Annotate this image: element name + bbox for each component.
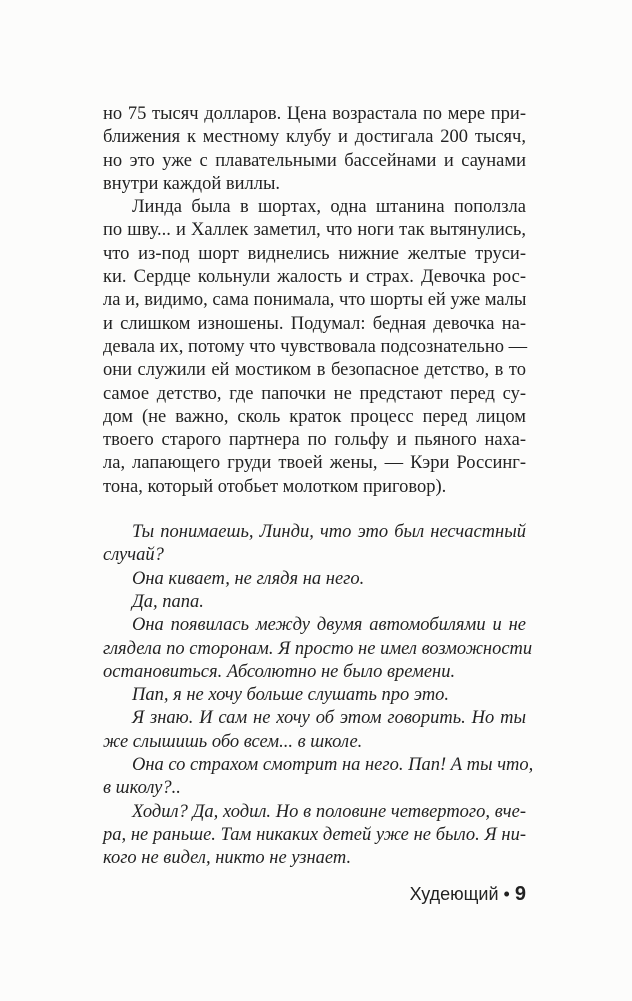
text-line: кого не видел, никто не узнает.	[103, 848, 352, 869]
text-line: они служили ей мостиком в безопасное детство, в то	[103, 360, 526, 381]
text-line: внутри каждой виллы.	[103, 173, 281, 194]
section-gap	[103, 499, 526, 521]
text-line: в школу?..	[103, 778, 181, 799]
text-line: Линда была в шортах, одна штанина поползла	[132, 197, 526, 218]
text-line: Она кивает, не глядя на него.	[132, 568, 365, 589]
text-line: ла и, видимо, сама понимала, что шорты ей уже малы	[103, 290, 527, 311]
text-line: ки. Сердце кольнули жалость и страх. Девочка рос-	[103, 267, 526, 288]
page-footer	[410, 882, 526, 906]
text-line: же слышишь обо всем... в школе.	[103, 731, 363, 752]
text-line: ра, не раньше. Там никаких детей уже не было. Я ни-	[103, 824, 526, 845]
italic-dialogue	[103, 521, 534, 870]
text-line: остановиться. Абсолютно не было времени.	[103, 661, 456, 682]
text-line: Она появилась между двумя автомобилями и не	[132, 615, 526, 636]
text-line: Я знаю. И сам не хочу об этом говорить. Но ты	[132, 708, 526, 729]
page-body	[103, 103, 534, 871]
text-line: случай?	[103, 545, 164, 566]
text-line: но 75 тысяч долларов. Цена возрастала по мере при-	[103, 104, 526, 124]
paragraph	[103, 103, 526, 196]
text-line: тона, который отобьет молотком приговор).	[103, 476, 447, 497]
text-line: по шву... и Халлек заметил, что ноги так вытянулись,	[103, 220, 526, 241]
text-line: но это уже с плавательными бассейнами и саунами	[103, 150, 526, 171]
paragraph	[103, 196, 526, 499]
text-line: глядела по сторонам. Я просто не имел возможности	[103, 638, 533, 659]
text-line: дом (не важно, сколь краток процесс перед лицом	[103, 406, 526, 427]
text-line: самое детство, где папочки не предстают перед су-	[103, 383, 526, 404]
text-line: ла, лапающего груди твоей жены, — Кэри Россинг-	[103, 453, 526, 474]
text-line: Ты понимаешь, Линди, что это был несчастный	[132, 522, 526, 543]
text-line: ближения к местному клубу и достигала 200 тысяч,	[103, 127, 526, 148]
page-number: 9	[514, 883, 526, 905]
bullet-separator: •	[503, 884, 510, 904]
text-line: Пап, я не хочу больше слушать про это.	[132, 685, 450, 706]
text-line: твоего старого партнера по гольфу и пьяного наха-	[103, 430, 526, 451]
text-line: и слишком изношены. Подумал: бедная девочка на-	[103, 313, 526, 334]
text-line: что из-под шорт виднелись нижние желтые труси-	[103, 243, 526, 264]
text-line: Она со страхом смотрит на него. Пап! А ты что,	[132, 755, 534, 776]
text-line: девала их, потому что чувствовала подсознательно —	[103, 336, 528, 357]
running-title: Худеющий	[409, 884, 499, 904]
text-line: Да, папа.	[132, 591, 204, 612]
text-line: Ходил? Да, ходил. Но в половине четвертого, вче-	[132, 801, 526, 822]
